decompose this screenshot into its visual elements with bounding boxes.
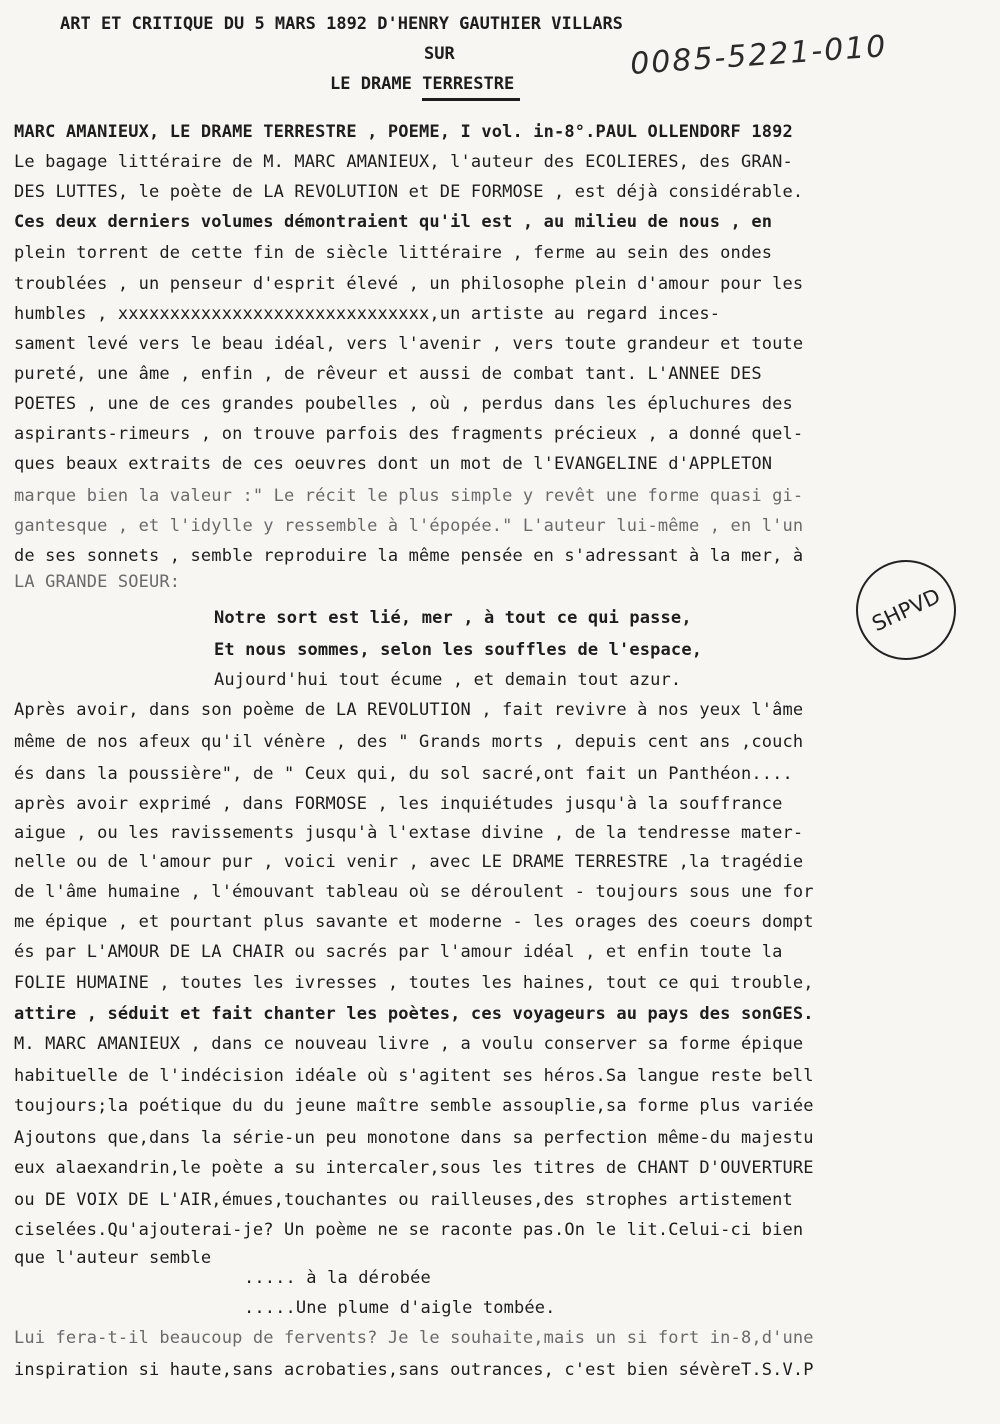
verse-line: Notre sort est lié, mer , à tout ce qui passe, [214, 608, 692, 628]
body-line: toujours;la poétique du du jeune maître semble assouplie,sa forme plus variée [14, 1096, 814, 1116]
body-line: plein torrent de cette fin de siècle littéraire , ferme au sein des ondes [14, 243, 773, 263]
body-line: gantesque , et l'idylle y ressemble à l'épopée." L'auteur lui-même , en l'un [14, 516, 804, 536]
header-line-sur: SUR [424, 44, 455, 64]
body-line: Ajoutons que,dans la série-un peu monotone dans sa perfection même-du majestu [14, 1128, 814, 1148]
body-line: Après avoir, dans son poème de LA REVOLUTION , fait revivre à nos yeux l'âme [14, 700, 804, 720]
body-line: attire , séduit et fait chanter les poètes, ces voyageurs au pays des sonGES. [14, 1004, 814, 1024]
body-line: inspiration si haute,sans acrobaties,sans outrances, c'est bien sévèreT.S.V.P [14, 1360, 814, 1380]
title-underline [422, 98, 520, 101]
body-line: même de nos afeux qu'il vénère , des " Grands morts , depuis cent ans ,couch [14, 732, 804, 752]
handwritten-reference: 0085-5221-010 [629, 29, 889, 82]
body-line: troublées , un penseur d'esprit élevé , un philosophe plein d'amour pour les [14, 274, 804, 294]
body-line: LA GRANDE SOEUR: [14, 572, 181, 592]
body-line: me épique , et pourtant plus savante et moderne - les orages des coeurs dompt [14, 912, 814, 932]
body-line: de ses sonnets , semble reproduire la même pensée en s'adressant à la mer, à [14, 546, 804, 566]
verse-line: Aujourd'hui tout écume , et demain tout azur. [214, 670, 682, 690]
body-line: eux alaexandrin,le poète a su intercaler,sous les titres de CHANT D'OUVERTURE [14, 1158, 814, 1178]
body-line: és par L'AMOUR DE LA CHAIR ou sacrés par l'amour idéal , et enfin toute la [14, 942, 783, 962]
body-line: MARC AMANIEUX, LE DRAME TERRESTRE , POEME, I vol. in-8°.PAUL OLLENDORF 1892 [14, 122, 793, 142]
body-line: Ces deux derniers volumes démontraient qu'il est , au milieu de nous , en [14, 212, 773, 232]
body-line: que l'auteur semble [14, 1248, 212, 1268]
body-line: DES LUTTES, le poète de LA REVOLUTION et DE FORMOSE , est déjà considérable. [14, 182, 804, 202]
body-line: de l'âme humaine , l'émouvant tableau où se déroulent - toujours sous une for [14, 882, 814, 902]
body-line: POETES , une de ces grandes poubelles , où , perdus dans les épluchures des [14, 394, 793, 414]
quote-line: .....Une plume d'aigle tombée. [244, 1298, 556, 1318]
quote-line: ..... à la dérobée [244, 1268, 431, 1288]
body-line: M. MARC AMANIEUX , dans ce nouveau livre , a voulu conserver sa forme épique [14, 1034, 804, 1054]
body-line: Le bagage littéraire de M. MARC AMANIEUX, l'auteur des ECOLIERES, des GRAN- [14, 152, 793, 172]
body-line: és dans la poussière", de " Ceux qui, du sol sacré,ont fait un Panthéon.... [14, 764, 793, 784]
body-line: humbles , xxxxxxxxxxxxxxxxxxxxxxxxxxxxxx,un artiste au regard inces- [14, 304, 721, 324]
stamp-text: SHPVD [868, 583, 944, 637]
body-line: ou DE VOIX DE L'AIR,émues,touchantes ou railleuses,des strophes artistement [14, 1190, 793, 1210]
body-line: ciselées.Qu'ajouterai-je? Un poème ne se raconte pas.On le lit.Celui-ci bien [14, 1220, 804, 1240]
body-line: aigue , ou les ravissements jusqu'à l'extase divine , de la tendresse mater- [14, 823, 804, 843]
verse-line: Et nous sommes, selon les souffles de l'espace, [214, 640, 703, 660]
body-line: ques beaux extraits de ces oeuvres dont un mot de l'EVANGELINE d'APPLETON [14, 454, 773, 474]
body-line: habituelle de l'indécision idéale où s'agitent ses héros.Sa langue reste bell [14, 1066, 814, 1086]
body-line: marque bien la valeur :" Le récit le plus simple y revêt une forme quasi gi- [14, 486, 804, 506]
body-line: Lui fera-t-il beaucoup de fervents? Je le souhaite,mais un si fort in-8,d'une [14, 1328, 814, 1348]
body-line: FOLIE HUMAINE , toutes les ivresses , toutes les haines, tout ce qui trouble, [14, 973, 814, 993]
header-line-date: ART ET CRITIQUE DU 5 MARS 1892 D'HENRY GAUTHIER VILLARS [60, 14, 623, 34]
body-line: nelle ou de l'amour pur , voici venir , avec LE DRAME TERRESTRE ,la tragédie [14, 852, 804, 872]
body-line: sament levé vers le beau idéal, vers l'avenir , vers toute grandeur et toute [14, 334, 804, 354]
body-line: aspirants-rimeurs , on trouve parfois des fragments précieux , a donné quel- [14, 424, 804, 444]
header-title: LE DRAME TERRESTRE [330, 74, 515, 94]
body-line: après avoir exprimé , dans FORMOSE , les inquiétudes jusqu'à la souffrance [14, 794, 783, 814]
body-line: pureté, une âme , enfin , de rêveur et aussi de combat tant. L'ANNEE DES [14, 364, 762, 384]
